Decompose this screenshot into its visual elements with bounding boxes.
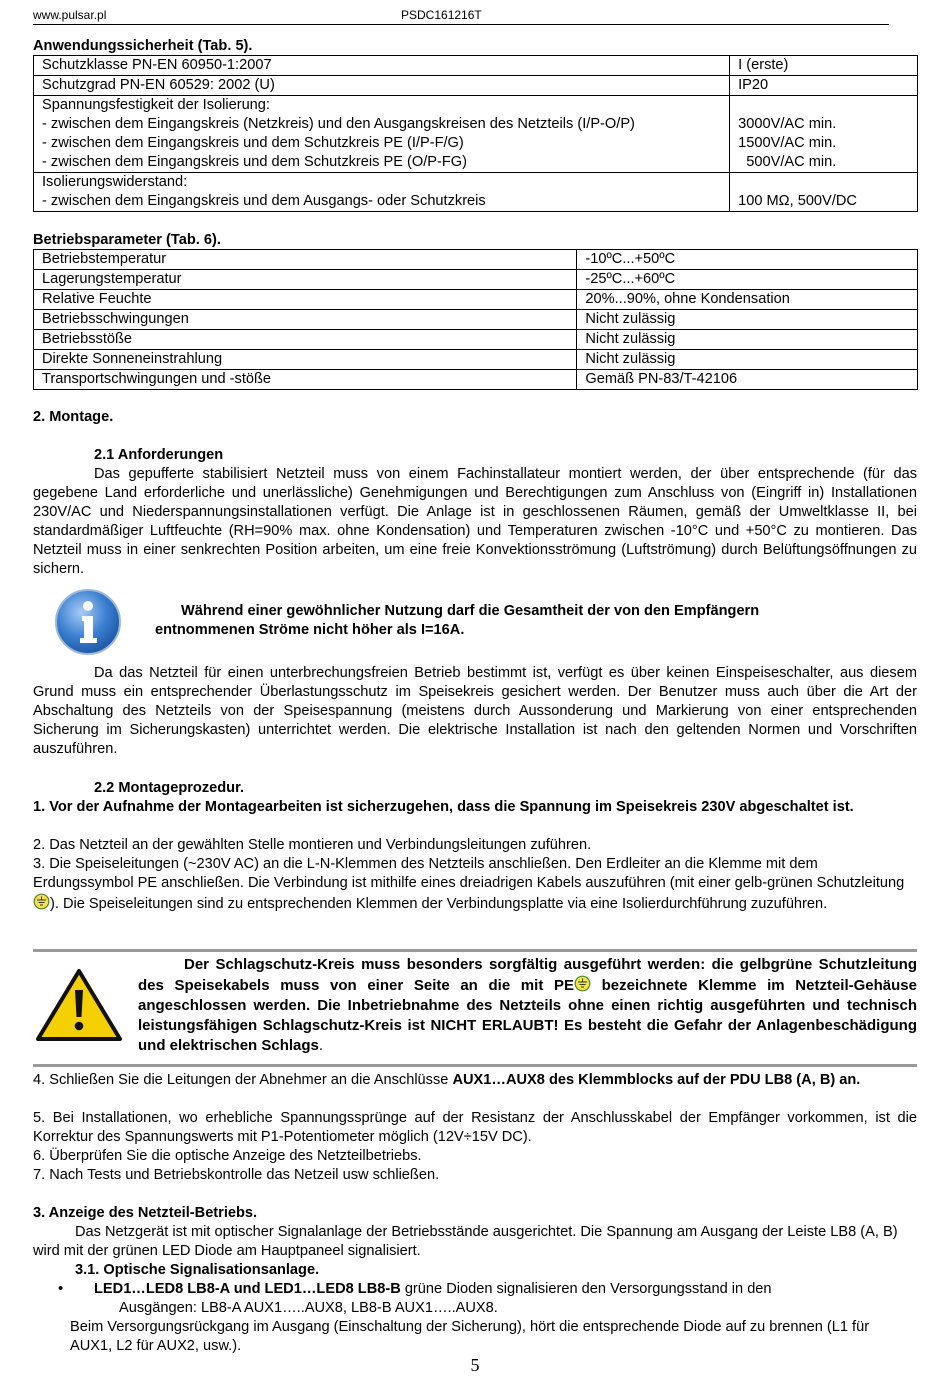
table-row: [34, 76, 918, 96]
step-4: 4. Schließen Sie die Leitungen der Abnehmer an die Anschlüsse AUX1…AUX8 des Klemmblocks auf der PDU LB8 (A, B) an.: [33, 1072, 861, 1088]
step-2: 2. Das Netzteil an der gewählten Stelle montieren und Verbindungsleitungen zuführen.: [33, 837, 592, 853]
table-cell-label: Spannungsfestigkeit der Isolierung: - zwischen dem Eingangskreis (Netzkreis) und den Ausgangskreisen des Netzteils (I/P-O/P) - zwischen dem Eingangskreis und dem Schutzkreis PE (I/P-F/G) - zwischen dem Eingangskreis und dem Schutzkreis PE (O/P-FG): [34, 96, 730, 173]
step-1: 1. Vor der Aufnahme der Montagearbeiten ist sicherzugehen, dass die Spannung im Speisekreis 230V abgeschaltet ist.: [33, 799, 854, 815]
tab5-title: Anwendungssicherheit (Tab. 5).: [33, 38, 253, 54]
table-cell-value: Nicht zulässig: [577, 350, 918, 370]
table-row: [34, 96, 918, 173]
page-header: [33, 8, 889, 25]
table-cell-value: Gemäß PN-83/T-42106: [577, 370, 918, 390]
section3-title: 3. Anzeige des Netzteil-Betriebs.: [33, 1205, 258, 1221]
table-cell-value: 100 MΩ, 500V/DC: [730, 173, 918, 212]
table-row: [34, 310, 918, 330]
tab6-table: [33, 249, 918, 390]
table-cell-label: Schutzklasse PN-EN 60950-1:2007: [34, 56, 730, 76]
table-cell-label: Betriebsschwingungen: [34, 310, 577, 330]
table-row: [34, 56, 918, 76]
step-3: 3. Die Speiseleitungen (~230V AC) an die L-N-Klemmen des Netzteils anschließen. Den Erdleiter an die Klemme mit dem Erdungssymbol PE anschließen. Die Verbindung ist mithilfe eines dreiadrigen Kabels auszuführen (mit einer gelb-grünen Schutzleitung ). Die Speiseleitungen sind zu entsprechenden Klemmen der Verbindungsplatte via eine Isolierdurchführung zuzuführen.: [33, 856, 905, 912]
step-5: 5. Bei Installationen, wo erhebliche Spannungssprünge auf der Resistanz der Anschlusskabel der Empfänger vorkommen, ist die Korrektur des Spannungswerts mit P1-Potentiometer möglich (12V÷15V DC).: [33, 1110, 917, 1145]
table-cell-value: 20%...90%, ohne Kondensation: [577, 290, 918, 310]
table-cell-label: Schutzgrad PN-EN 60529: 2002 (U): [34, 76, 730, 96]
bullet-line-1: LED1…LED8 LB8-A und LED1…LED8 LB8-B grüne Dioden signalisieren den Versorgungsstand in den: [94, 1281, 772, 1297]
table-cell-label: Relative Feuchte: [34, 290, 577, 310]
warning-top-separator: [33, 949, 917, 952]
bullet-icon: •: [58, 1281, 64, 1297]
table-cell-value: -10ºC...+50ºC: [577, 250, 918, 270]
table-row: [34, 370, 918, 390]
table-cell-value: I (erste): [730, 56, 918, 76]
table-cell-value: Nicht zulässig: [577, 330, 918, 350]
page-number: 5: [470, 1355, 480, 1375]
s2-paragraph: Da das Netzteil für einen unterbrechungsfreien Betrieb bestimmt ist, verfügt es über keinen Einspeiseschalter, aus diesem Grund muss ein entsprechender Überlastungsschutz im Speisekreis gesichert werden. Der Benutzer muss auch über die Art der Abschaltung des Netzteils von der Speisespannung (meistens durch Aussonderung und Markierung von einer entsprechenden Sicherung im Sicherungskasten) unterrichtet werden. Die elektrische Installation ist nach den geltenden Normen und Vorschriften auszuführen.: [33, 665, 917, 757]
table-cell-value: IP20: [730, 76, 918, 96]
step-6: 6. Überprüfen Sie die optische Anzeige des Netzteilbetriebs.: [33, 1148, 422, 1164]
tab5-table: [33, 55, 918, 212]
table-row: [34, 290, 918, 310]
table-row: [34, 250, 918, 270]
table-cell-value: 3000V/AC min. 1500V/AC min. 500V/AC min.: [730, 96, 918, 173]
table-cell-label: Lagerungstemperatur: [34, 270, 577, 290]
table-cell-label: Betriebstemperatur: [34, 250, 577, 270]
table-row: [34, 350, 918, 370]
tab6-title: Betriebsparameter (Tab. 6).: [33, 232, 221, 248]
ground-symbol-icon: [574, 975, 591, 992]
s3-intro: Das Netzgerät ist mit optischer Signalanlage der Betriebsstände ausgerichtet. Die Spannung am Ausgang der Leiste LB8 (A, B) wird mit der grünen LED Diode am Hauptpaneel signalisiert.: [33, 1224, 898, 1259]
step-7: 7. Nach Tests und Betriebskontrolle das Netzeil usw schließen.: [33, 1167, 440, 1183]
table-row: [34, 330, 918, 350]
info-note: Während einer gewöhnlicher Nutzung darf die Gesamtheit der von den Empfängern entnommenen Ströme nicht höher als I=16A.: [155, 603, 760, 638]
s31-title: 3.1. Optische Signalisationsanlage.: [75, 1262, 320, 1278]
warning-bottom-separator: [33, 1064, 917, 1067]
table-row: [34, 173, 918, 212]
s22-title: 2.2 Montageprozedur.: [94, 780, 245, 796]
section2-title: 2. Montage.: [33, 409, 114, 425]
s3-paragraph: Beim Versorgungsrückgang im Ausgang (Einschaltung der Sicherung), hört die entsprechende Diode auf zu brennen (L1 für AUX1, L2 für AUX2, usw.).: [70, 1319, 870, 1354]
table-cell-value: Nicht zulässig: [577, 310, 918, 330]
warning-icon: [35, 968, 123, 1042]
table-cell-label: Direkte Sonneneinstrahlung: [34, 350, 577, 370]
warning-text: Der Schlagschutz-Kreis muss besonders sorgfältig ausgeführt werden: die gelbgrüne Schutzleitung des Speisekabels muss von einer Seite an die mit PE bezeichnete Klemme im Netzteil-Gehäuse angeschlossen werden. Die Inbetriebnahme des Netzteils ohne einen richtig ausgeführten und technisch leistungsfähigen Schlagschutz-Kreis ist NICHT ERLAUBT! Es besteht die Gefahr der Anlagenbeschädigung und elektrischen Schlags.: [138, 956, 917, 1054]
table-cell-label: Betriebsstöße: [34, 330, 577, 350]
table-cell-label: Isolierungswiderstand: - zwischen dem Eingangskreis und dem Ausgangs- oder Schutzkreis: [34, 173, 730, 212]
s21-title: 2.1 Anforderungen: [94, 447, 224, 463]
ground-symbol-icon: [33, 893, 50, 910]
table-cell-label: Transportschwingungen und -stöße: [34, 370, 577, 390]
header-doc-code: PSDC161216T: [401, 8, 482, 22]
info-icon: [52, 586, 124, 658]
table-cell-value: -25ºC...+60ºC: [577, 270, 918, 290]
s21-text: Das gepufferte stabilisiert Netzteil muss von einem Fachinstallateur montiert werden, der über entsprechende (für das gegebene Land erforderliche und unerlässliche) Genehmigungen und Berechtigungen zum Anschluss von (Eingriff in) Installationen 230V/AC und Niederspannungsinstallationen verfügt. Die Anlage ist in geschlossenen Räumen, gemäß der Umweltklasse II, bei standardmäßiger Luftfeuchte (RH=90% max. ohne Kondensation) und Temperaturen zwischen -10°C und +50°C zu montieren. Das Netzteil muss in einer senkrechten Position arbeiten, um eine freie Konvektionsströmung (Luftströmung) durch Belüftungsöffnungen zu sichern.: [33, 466, 917, 577]
bullet-line-2: Ausgängen: LB8-A AUX1…..AUX8, LB8-B AUX1…..AUX8.: [119, 1300, 498, 1316]
table-row: [34, 270, 918, 290]
header-site: www.pulsar.pl: [33, 8, 107, 22]
